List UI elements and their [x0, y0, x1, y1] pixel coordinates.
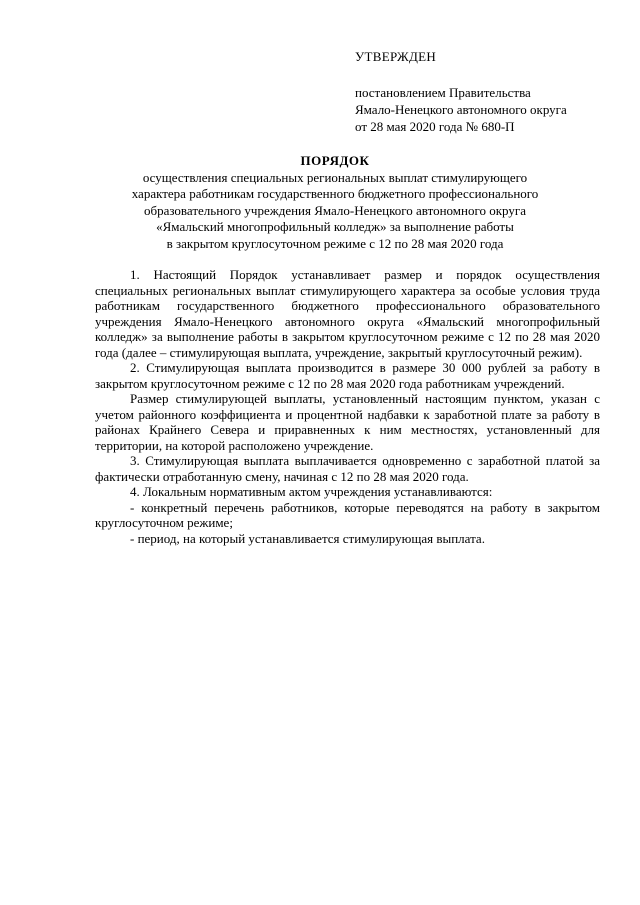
paragraph-4: 4. Локальным нормативным актом учреждения устанавливаются: — [130, 484, 493, 499]
approval-line: от 28 мая 2020 года № 680-П — [355, 119, 515, 134]
document-title-block — [80, 153, 590, 252]
paragraph-2-amount: Размер стимулирующей выплаты, установленный настоящим пунктом, указан с учетом районного коэффициента и процентной надбавки к заработной плате за работу в районах Крайнего Севера и приравненных к ним местностях, установленный для территории, на которой расположено учреждение. — [95, 391, 600, 453]
approved-label: УТВЕРЖДЕН — [355, 49, 437, 64]
title-line: образовательного учреждения Ямало-Ненецкого автономного округа — [143, 202, 526, 218]
title-line: в закрытом круглосуточном режиме с 12 по 28 мая 2020 года — [166, 235, 504, 251]
title-line: «Ямальский многопрофильный колледж» за выполнение работы — [156, 219, 514, 234]
paragraph-3: 3. Стимулирующая выплата выплачивается одновременно с заработной платой за фактически отработанную смену, начиная с 12 по 28 мая 2020 года. — [95, 453, 600, 484]
list-item-period: - период, на который устанавливается стимулирующая выплата. — [130, 530, 485, 546]
document-body — [95, 267, 600, 546]
title-line: осуществления специальных региональных выплат стимулирующего — [142, 169, 528, 185]
paragraph-2: 2. Стимулирующая выплата производится в размере 30 000 рублей за работу в закрытом круглосуточном режиме с 12 по 28 мая 2020 года работникам учреждений. — [95, 360, 600, 391]
title-line: характера работникам государственного бюджетного профессионального — [131, 186, 539, 201]
paragraph-1: 1. Настоящий Порядок устанавливает размер и порядок осуществления специальных региональных выплат стимулирующего характера за особые условия труда работникам государственного бюджетного профессионального образовательного учреждения Ямало-Ненецкого автономного округа «Ямальский многопрофильный колледж» за выполнение работы в закрытом круглосуточном режиме с 12 по 28 мая 2020 года (далее – стимулирующая выплата, учреждение, закрытый круглосуточный режим). — [95, 267, 600, 360]
approval-line: Ямало-Ненецкого автономного округа — [355, 102, 567, 117]
document-heading: ПОРЯДОК — [300, 153, 370, 168]
approval-stamp — [355, 48, 625, 135]
list-item-workers: - конкретный перечень работников, которые переводятся на работу в закрытом круглосуточном режиме; — [95, 499, 600, 530]
approval-line: постановлением Правительства — [355, 85, 531, 100]
